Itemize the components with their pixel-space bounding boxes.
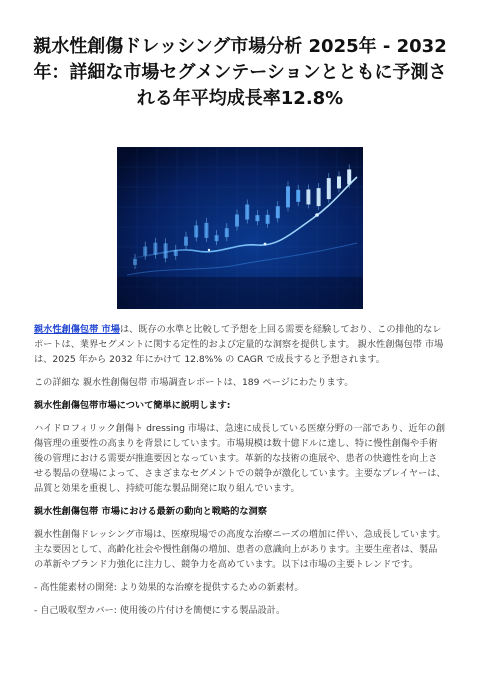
section1-heading: 親水性創傷包帯市場について簡単に説明します:	[34, 400, 231, 411]
section2-body: 親水性創傷ドレッシング市場は、医療現場での高度な治療ニーズの増加に伴い、急成長しています。主な要因として、高齢化社会や慢性創傷の増加、患者の意識向上があります。主要生産者は、製品の革新やブランド力強化に注力し、競争力を高めています。以下は市場の主要トレンドです。	[34, 529, 446, 570]
bullet-item: - 高性能素材の開発: より効果的な治療を提供するための新素材。	[34, 582, 304, 593]
article-body	[34, 322, 446, 626]
section1-body: ハイドロフィリック創傷ト dressing 市場は、急速に成長している医療分野の一部であり、近年の創傷管理の重要性の高まりを背景にしています。市場規模は数十億ドルに達し、特に慢性創傷や手術後の管理における需要が推進要因となっています。革新的な技術の進展や、患者の快適性を向上させる製品の登場によって、さまざまなセグメントでの競争が激化しています。主要なプレイヤーは、品質と効果を重視し、持続可能な製品開発に取り組んでいます。	[34, 423, 446, 494]
section2-heading: 親水性創傷包帯 市場における最新の動向と戦略的な洞察	[34, 506, 267, 517]
stock-chart-illustration	[117, 147, 363, 309]
page-title: 親水性創傷ドレッシング市場分析 2025年 - 2032年：詳細な市場セグメンテーションとともに予測される年平均成長率12.8%	[33, 36, 447, 109]
pages-line: この詳細な 親水性創傷包帯 市場調査レポートは、189 ページにわたります。	[34, 377, 354, 388]
intro-text: は、既存の水準と比較して予想を上回る需要を経験しており、この排他的なレポートは、業界セグメントに関する定性的および定量的な洞察を提供します。 親水性創傷包帯 市場は、2025 年から 2032 年にかけて 12.8%% の CAGR で成長すると予想されます。	[34, 324, 444, 365]
market-link[interactable]: 親水性創傷包帯 市場	[34, 324, 120, 335]
intro-paragraph	[34, 322, 446, 367]
bullet-item: - 自己吸収型カバー: 使用後の片付けを簡便にする製品設計。	[34, 605, 286, 616]
hero-image	[117, 147, 363, 309]
